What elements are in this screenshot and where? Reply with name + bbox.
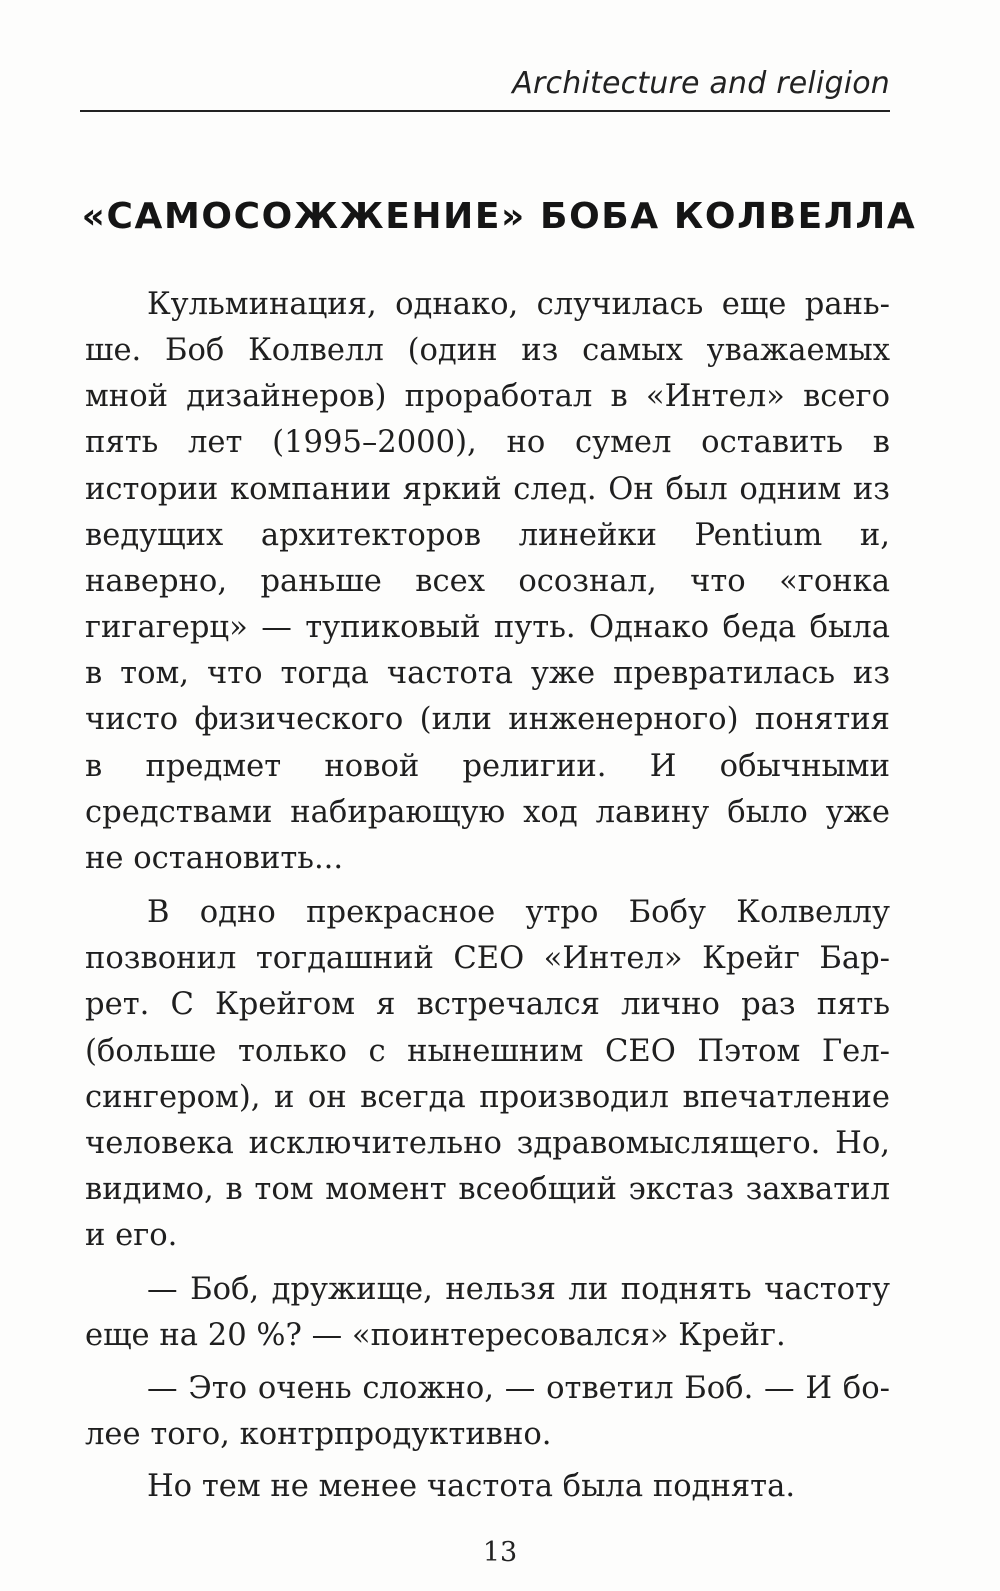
paragraph: — Это очень сложно, — ответил Боб. — И более того, контрпродуктивно. xyxy=(85,1370,890,1452)
header-rule xyxy=(80,110,890,112)
running-head: Architecture and religion xyxy=(512,66,890,101)
body-text xyxy=(85,282,890,1510)
page-number: 13 xyxy=(482,1537,518,1568)
paragraph: Но тем не менее частота была поднята. xyxy=(147,1468,796,1504)
paragraph: — Боб, дружище, нельзя ли поднять частоту еще на 20 %? — «поинтересовался» Крейг. xyxy=(85,1272,890,1354)
paragraph: Кульминация, однако, случилась еще раньше. Боб Колвелл (один из самых уважаемых мной дизайнеров) проработал в «Интел» всего пять лет (1995–2000), но сумел оставить в истории компании яркий след. Он был одним из ведущих архитекторов линейки Pentium и, наверно, раньше всех осознал, что «гонка гигагерц» — тупиковый путь. Однако беда была в том, что тогда частота уже превратилась из чисто физического (или инженерного) понятия в предмет новой религии. И обычными средствами набирающую ход лавину было уже не остановить... xyxy=(85,287,890,876)
paragraph: В одно прекрасное утро Бобу Колвеллу позвонил тогдашний CEO «Интел» Крейг Баррет. С Крейгом я встречался лично раз пять (больше только с нынешним CEO Пэтом Гелсингером), и он всегда производил впечатление человека исключительно здравомыслящего. Но, видимо, в том момент всеобщий экстаз захватил и его. xyxy=(85,895,890,1254)
chapter-title: «САМОСОЖЖЕНИЕ» БОБА КОЛВЕЛЛА xyxy=(81,196,917,237)
